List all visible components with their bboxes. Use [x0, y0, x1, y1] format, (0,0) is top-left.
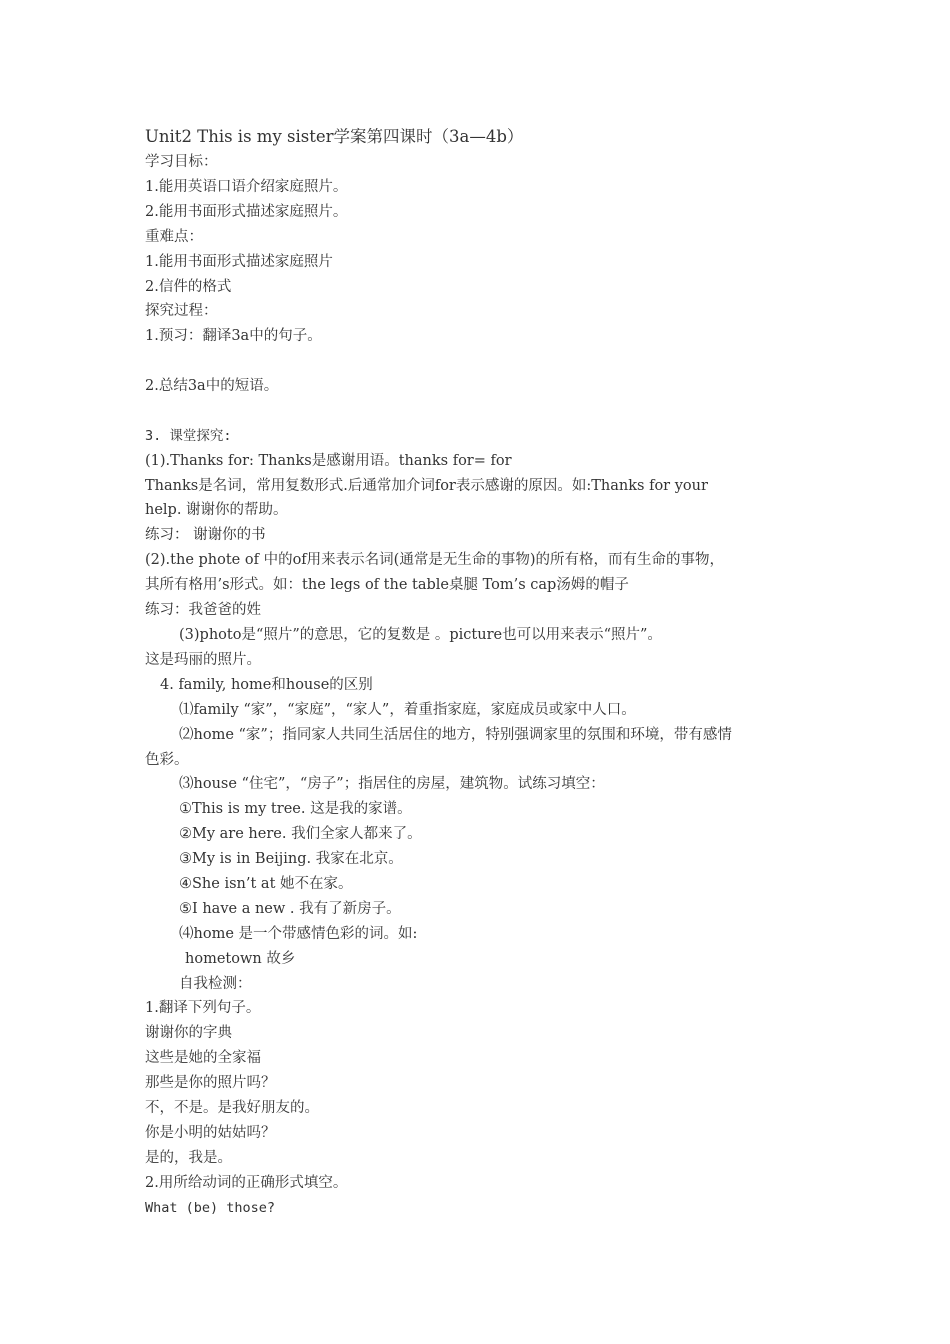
exercise-heading: 2.用所给动词的正确形式填空。 — [145, 1175, 348, 1191]
process-step: 2.总结3a中的短语。 — [145, 378, 279, 394]
process-step: 3. 课堂探究: — [145, 428, 232, 444]
exercise-line: 是的，我是。 — [145, 1150, 232, 1166]
key-point-item: 1.能用书面形式描述家庭照片 — [145, 254, 333, 270]
section-heading-self-check: 自我检测： — [179, 976, 252, 992]
exercise-line: 不，不是。是我好朋友的。 — [145, 1100, 319, 1116]
section-heading-objectives: 学习目标： — [145, 154, 218, 170]
document-title: Unit2 This is my sister学案第四课时（3a—4b） — [145, 127, 524, 146]
paragraph-line: ⑴family “家”，“家庭”，“家人”，着重指家庭，家庭成员或家中人口。 — [179, 702, 636, 718]
process-step: 1.预习：翻译3a中的句子。 — [145, 328, 322, 344]
paragraph-line: (3)photo是“照片”的意思，它的复数是 。picture也可以用来表示“照片”。 — [179, 627, 662, 643]
paragraph-line: (1).Thanks for: Thanks是感谢用语。thanks for= for — [145, 453, 512, 469]
paragraph-line: help. 谢谢你的帮助。 — [145, 502, 288, 518]
fill-in-item: ⑤I have a new . 我有了新房子。 — [179, 901, 401, 917]
fill-in-item: ②My are here. 我们全家人都来了。 — [179, 826, 422, 842]
exercise-line: 练习： 谢谢你的书 — [145, 527, 266, 543]
paragraph-line: (2).the phote of 中的of用来表示名词(通常是无生命的事物)的所有格，而有生命的事物， — [145, 552, 724, 568]
exercise-line: 你是小明的姑姑吗？ — [145, 1125, 276, 1141]
paragraph-line: ⑵home “家”；指同家人共同生活居住的地方，特别强调家里的氛围和环境，带有感情 — [179, 727, 732, 743]
exercise-heading: 1.翻译下列句子。 — [145, 1000, 261, 1016]
exercise-line: What (be) those? — [145, 1200, 276, 1216]
paragraph-line: 色彩。 — [145, 752, 189, 768]
objective-item: 2.能用书面形式描述家庭照片。 — [145, 204, 348, 220]
paragraph-line: hometown 故乡 — [185, 951, 296, 967]
objective-item: 1.能用英语口语介绍家庭照片。 — [145, 179, 348, 195]
paragraph-line: ⑶house “住宅”，“房子”；指居住的房屋，建筑物。试练习填空： — [179, 776, 605, 792]
exercise-line: 练习：我爸爸的姓 — [145, 602, 261, 618]
exercise-line: 谢谢你的字典 — [145, 1025, 232, 1041]
exercise-line: 这些是她的全家福 — [145, 1050, 261, 1066]
fill-in-item: ④She isn’t at 她不在家。 — [179, 876, 353, 892]
fill-in-item: ①This is my tree. 这是我的家谱。 — [179, 801, 412, 817]
paragraph-line: ⑷home 是一个带感情色彩的词。如: — [179, 926, 418, 942]
paragraph-line: 其所有格用’s形式。如：the legs of the table桌腿 Tom’s cap汤姆的帽子 — [145, 577, 629, 593]
key-point-item: 2.信件的格式 — [145, 279, 232, 295]
section-heading-process: 探究过程： — [145, 303, 218, 319]
paragraph-line: 这是玛丽的照片。 — [145, 652, 261, 668]
paragraph-line: Thanks是名词，常用复数形式.后通常加介词for表示感谢的原因。如:Thanks for your — [145, 478, 708, 494]
fill-in-item: ③My is in Beijing. 我家在北京。 — [179, 851, 403, 867]
section-heading-key-points: 重难点： — [145, 229, 203, 245]
subsection-heading: 4. family, home和house的区别 — [160, 677, 373, 693]
exercise-line: 那些是你的照片吗？ — [145, 1075, 276, 1091]
